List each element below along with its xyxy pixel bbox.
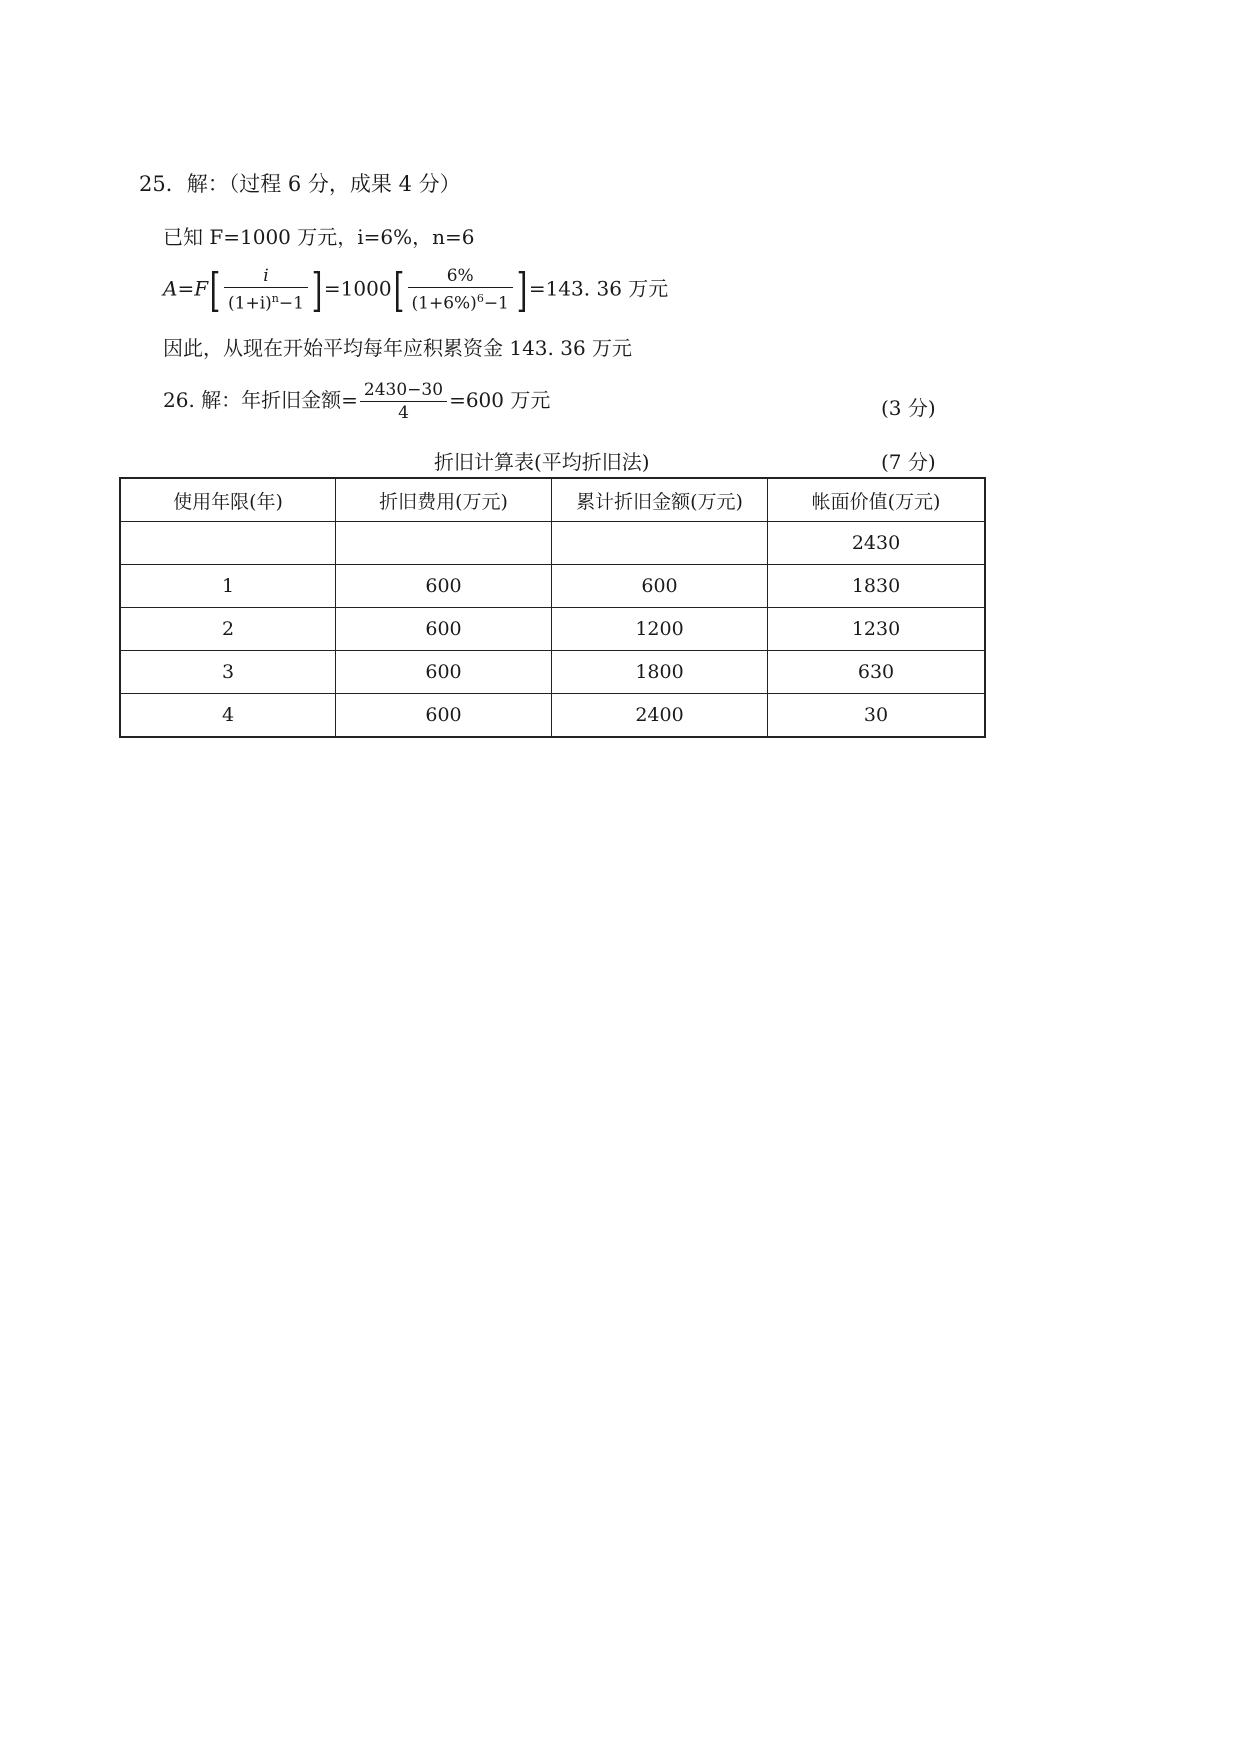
header-accumulated-depreciation: 累计折旧金额(万元) — [552, 478, 768, 522]
table-cell: 600 — [552, 565, 768, 608]
table-row — [120, 522, 985, 565]
fraction-2-numerator: 6% — [408, 266, 513, 288]
fraction-1-den-a: (1+i) — [228, 293, 272, 314]
table-cell: 1830 — [768, 565, 986, 608]
table-cell: 2 — [120, 608, 336, 651]
table-cell: 1800 — [552, 651, 768, 694]
bracket-left-2: [ — [393, 262, 404, 317]
formula-eq1: =1000 — [323, 276, 392, 301]
table-cell: 600 — [336, 651, 552, 694]
header-years: 使用年限(年) — [120, 478, 336, 522]
table-cell: 30 — [768, 694, 986, 738]
q26-score-1: (3 分) — [881, 396, 936, 420]
table-cell: 1 — [120, 565, 336, 608]
table-row — [120, 608, 985, 651]
q26-fraction-numerator: 2430−30 — [360, 380, 447, 402]
q25-heading: 25．解：（过程 6 分，成果 4 分） — [139, 172, 461, 196]
depreciation-table — [119, 477, 986, 738]
fraction-1 — [224, 266, 308, 314]
table-cell: 600 — [336, 694, 552, 738]
q26-lead: 26. 解：年折旧金额= — [163, 388, 358, 412]
fraction-2-den-b: −1 — [483, 293, 509, 314]
q25-given: 已知 F=1000 万元，i=6%，n=6 — [163, 225, 475, 249]
table-cell: 600 — [336, 608, 552, 651]
q26-fraction — [360, 380, 447, 423]
formula-lhs: A=F — [163, 276, 209, 301]
table-row — [120, 651, 985, 694]
table-cell — [552, 522, 768, 565]
q26-result: =600 万元 — [449, 388, 551, 412]
header-depreciation-cost: 折旧费用(万元) — [336, 478, 552, 522]
bracket-right-2: ] — [516, 262, 528, 317]
table-cell: 2400 — [552, 694, 768, 738]
table-title: 折旧计算表(平均折旧法) — [434, 450, 650, 474]
table-row — [120, 565, 985, 608]
q25-formula — [163, 262, 669, 317]
fraction-1-den-b: −1 — [278, 293, 304, 314]
table-cell: 600 — [336, 565, 552, 608]
bracket-right: ] — [311, 262, 323, 317]
table-cell — [336, 522, 552, 565]
fraction-2-den-a: (1+6%) — [411, 293, 477, 314]
table-cell: 3 — [120, 651, 336, 694]
q25-conclusion: 因此，从现在开始平均每年应积累资金 143. 36 万元 — [163, 336, 633, 360]
table-header-row — [120, 478, 985, 522]
formula-result: =143. 36 万元 — [528, 276, 669, 301]
table-cell: 630 — [768, 651, 986, 694]
fraction-2-den-sup: 6 — [476, 292, 484, 305]
fraction-1-numerator: i — [224, 266, 308, 288]
q26-score-2: (7 分) — [881, 450, 936, 474]
table-row — [120, 694, 985, 738]
header-book-value: 帐面价值(万元) — [768, 478, 986, 522]
table-cell: 1200 — [552, 608, 768, 651]
table-cell: 2430 — [768, 522, 986, 565]
table-cell: 4 — [120, 694, 336, 738]
fraction-1-den-sup: n — [271, 292, 279, 305]
table-cell — [120, 522, 336, 565]
bracket-left: [ — [209, 262, 221, 317]
fraction-2 — [408, 266, 513, 314]
table-cell: 1230 — [768, 608, 986, 651]
q26-fraction-denominator: 4 — [398, 403, 409, 423]
q26-annual-depreciation — [163, 380, 550, 423]
